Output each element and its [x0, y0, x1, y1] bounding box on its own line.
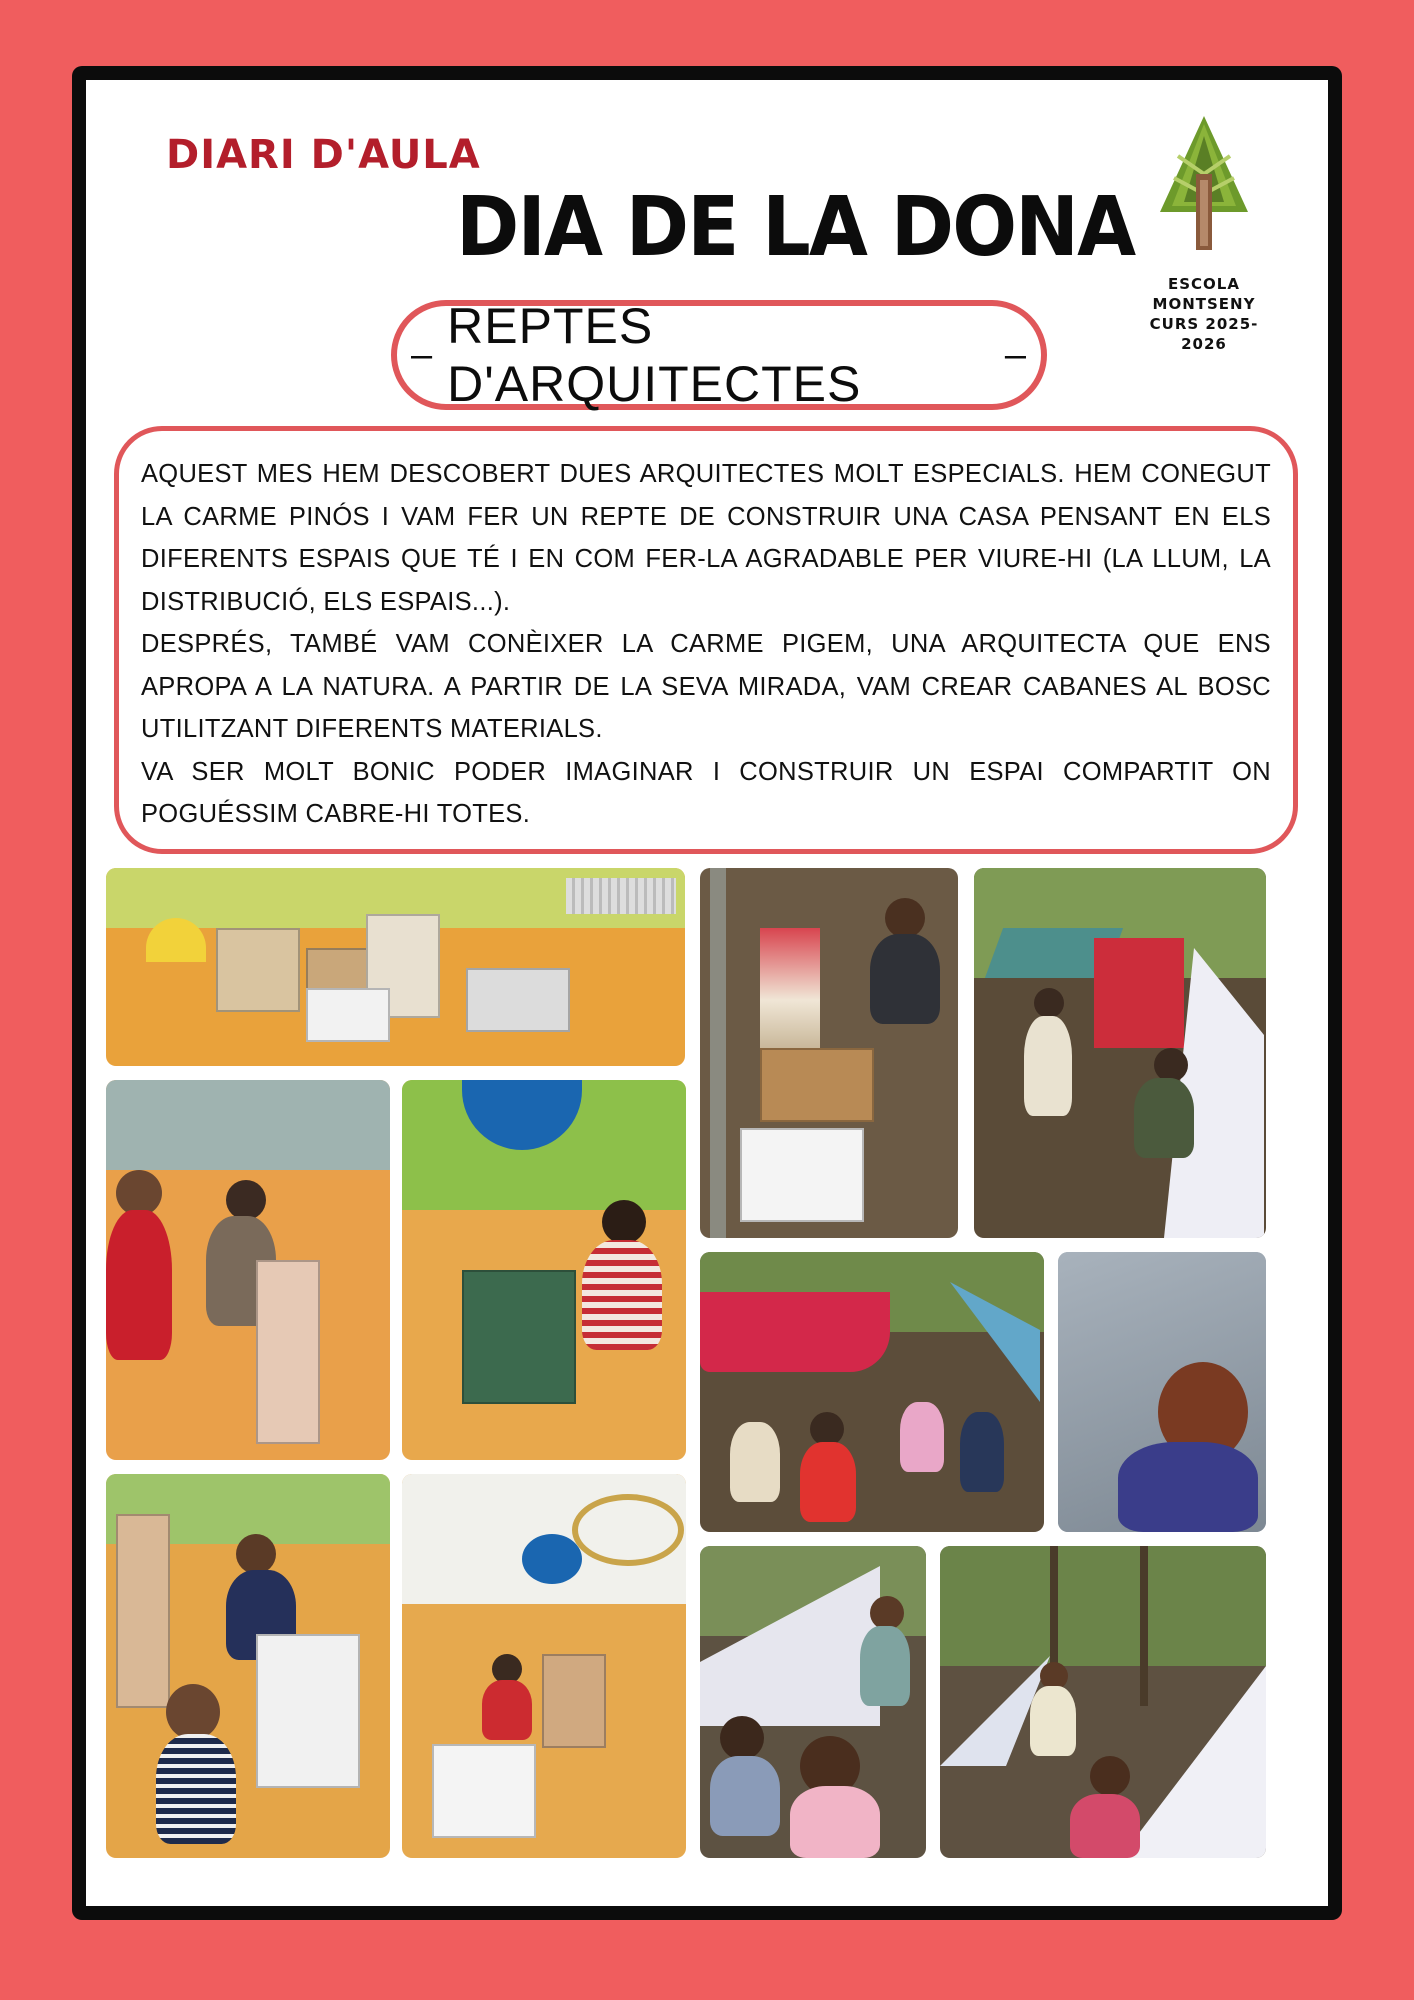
subtitle-dash-right: –	[1004, 333, 1027, 376]
intro-textbox	[114, 426, 1298, 854]
intro-paragraph: VA SER MOLT BONIC PODER IMAGINAR I CONSTRUIR UN ESPAI COMPARTIT ON POGUÉSSIM CABRE-HI TOTES.	[141, 757, 1271, 828]
photo-drawing-cloth	[1058, 1252, 1266, 1532]
subtitle-banner	[391, 300, 1047, 410]
photo-classroom-building	[106, 1080, 390, 1460]
school-name: ESCOLA MONTSENY	[1152, 275, 1256, 313]
photo-forest-cabin	[974, 868, 1266, 1238]
photo-forest-group	[700, 1252, 1044, 1532]
school-logo	[1134, 116, 1274, 354]
tree-logo-icon	[1158, 116, 1250, 256]
intro-paragraph: AQUEST MES HEM DESCOBERT DUES ARQUITECTES MOLT ESPECIALS. HEM CONEGUT LA CARME PINÓS I VAM FER UN REPTE DE CONSTRUIR UNA CASA PENSANT EN ELS DIFERENTS ESPAIS QUE TÉ I EN COM FER-LA AGRADABLE PER VIURE-HI (LA LLUM, LA DISTRIBUCIÓ, ELS ESPAIS...).	[141, 460, 1271, 616]
photo-cardboard-wall	[402, 1474, 686, 1858]
photo-cardboard-house	[402, 1080, 686, 1460]
subtitle-dash-left: –	[411, 333, 434, 376]
school-course: CURS 2025-2026	[1149, 315, 1259, 353]
kicker-title: DIARI D'AULA	[166, 132, 481, 178]
photo-forest-white-cloth	[940, 1546, 1266, 1858]
page-title: DIA DE LA DONA	[456, 180, 1135, 275]
photo-girls-cardboard	[106, 1474, 390, 1858]
photo-tent-kids	[700, 1546, 926, 1858]
subtitle-text: REPTES D'ARQUITECTES	[447, 298, 862, 412]
intro-paragraph: DESPRÉS, TAMBÉ VAM CONÈIXER LA CARME PIGEM, UNA ARQUITECTA QUE ENS APROPA A LA NATURA. A PARTIR DE LA SEVA MIRADA, VAM CREAR CABANES AL BOSC UTILITZANT DIFERENTS MATERIALS.	[141, 630, 1271, 743]
photo-forest-materials	[700, 868, 958, 1238]
photo-classroom-boxes	[106, 868, 685, 1066]
page-frame	[72, 66, 1342, 1920]
